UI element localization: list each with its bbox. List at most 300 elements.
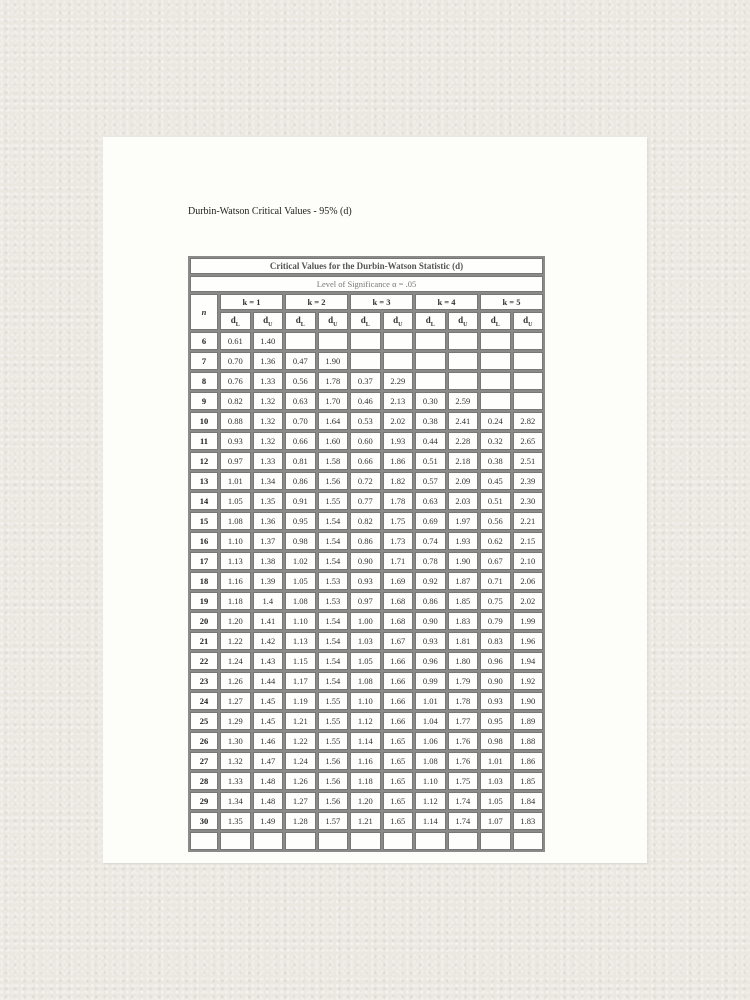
du-value-cell: 2.03 <box>448 492 479 510</box>
empty-cell <box>480 832 511 850</box>
dl-value-cell: 1.02 <box>285 552 316 570</box>
dl-value-cell: 1.08 <box>415 752 446 770</box>
du-value-cell: 1.64 <box>318 412 349 430</box>
dl-value-cell: 1.27 <box>285 792 316 810</box>
table-title: Critical Values for the Durbin-Watson Statistic (d) <box>190 258 543 274</box>
du-value-cell: 1.68 <box>383 592 414 610</box>
du-value-cell: 2.10 <box>513 552 544 570</box>
dl-value-cell: 0.44 <box>415 432 446 450</box>
dl-value-cell: 0.99 <box>415 672 446 690</box>
n-cell: 25 <box>190 712 218 730</box>
du-value-cell: 1.76 <box>448 752 479 770</box>
du-value-cell: 1.55 <box>318 732 349 750</box>
table-row <box>190 652 543 670</box>
dl-value-cell: 0.82 <box>350 512 381 530</box>
du-value-cell: 1.79 <box>448 672 479 690</box>
du-value-cell: 1.65 <box>383 772 414 790</box>
du-value-cell: 1.65 <box>383 812 414 830</box>
dl-value-cell: 0.67 <box>480 552 511 570</box>
du-value-cell: 1.55 <box>318 692 349 710</box>
du-value-cell: 1.84 <box>513 792 544 810</box>
dl-value-cell: 1.22 <box>285 732 316 750</box>
du-value-cell: 1.65 <box>383 732 414 750</box>
dl-value-cell: 1.16 <box>220 572 251 590</box>
du-value-cell: 1.70 <box>318 392 349 410</box>
du-value-cell: 1.33 <box>253 372 284 390</box>
dl-value-cell: 0.92 <box>415 572 446 590</box>
du-value-cell: 1.56 <box>318 772 349 790</box>
du-value-cell: 2.13 <box>383 392 414 410</box>
du-value-cell: 1.54 <box>318 672 349 690</box>
dl-value-cell: 0.93 <box>480 692 511 710</box>
k-header: k = 4 <box>415 294 478 310</box>
table-row <box>190 532 543 550</box>
table-row <box>190 512 543 530</box>
dl-value-cell: 0.75 <box>480 592 511 610</box>
du-value-cell: 2.18 <box>448 452 479 470</box>
du-value-cell <box>513 372 544 390</box>
empty-cell <box>318 832 349 850</box>
dl-value-cell: 0.90 <box>350 552 381 570</box>
du-value-cell: 1.78 <box>448 692 479 710</box>
dl-value-cell: 1.17 <box>285 672 316 690</box>
dl-value-cell: 1.14 <box>350 732 381 750</box>
dl-value-cell: 1.22 <box>220 632 251 650</box>
du-value-cell: 1.66 <box>383 712 414 730</box>
du-value-cell: 1.78 <box>318 372 349 390</box>
empty-cell <box>350 832 381 850</box>
du-value-cell: 1.99 <box>513 612 544 630</box>
dl-value-cell: 0.93 <box>350 572 381 590</box>
du-value-cell: 1.87 <box>448 572 479 590</box>
du-value-cell: 1.45 <box>253 692 284 710</box>
dl-value-cell: 1.19 <box>285 692 316 710</box>
dl-value-cell: 0.56 <box>480 512 511 530</box>
dl-value-cell: 0.32 <box>480 432 511 450</box>
dl-value-cell: 1.24 <box>285 752 316 770</box>
table-row <box>190 552 543 570</box>
art-print-paper <box>103 137 647 863</box>
dl-value-cell: 1.13 <box>285 632 316 650</box>
n-cell: 9 <box>190 392 218 410</box>
du-value-cell: 1.36 <box>253 512 284 530</box>
dl-value-cell: 1.20 <box>350 792 381 810</box>
du-value-cell: 1.53 <box>318 572 349 590</box>
du-value-cell: 1.48 <box>253 792 284 810</box>
dl-value-cell: 0.86 <box>350 532 381 550</box>
dl-value-cell: 0.98 <box>480 732 511 750</box>
dl-value-cell: 0.96 <box>415 652 446 670</box>
dl-value-cell: 1.08 <box>350 672 381 690</box>
sub-header-row <box>190 312 543 330</box>
du-value-cell: 1.88 <box>513 732 544 750</box>
du-value-cell: 1.34 <box>253 472 284 490</box>
du-value-cell: 1.80 <box>448 652 479 670</box>
du-value-cell: 1.73 <box>383 532 414 550</box>
du-value-cell <box>383 352 414 370</box>
dl-value-cell: 0.93 <box>220 432 251 450</box>
du-header: $d_U$ <box>448 312 479 330</box>
k-header: k = 2 <box>285 294 348 310</box>
dl-value-cell: 0.63 <box>415 492 446 510</box>
dl-value-cell: 0.61 <box>220 332 251 350</box>
dl-value-cell: 1.10 <box>350 692 381 710</box>
table-row <box>190 752 543 770</box>
n-cell: 26 <box>190 732 218 750</box>
dl-value-cell: 1.13 <box>220 552 251 570</box>
du-value-cell: 1.93 <box>383 432 414 450</box>
du-value-cell: 1.56 <box>318 752 349 770</box>
table-row <box>190 612 543 630</box>
du-value-cell: 1.56 <box>318 792 349 810</box>
dl-value-cell: 1.00 <box>350 612 381 630</box>
dl-value-cell: 1.27 <box>220 692 251 710</box>
du-value-cell: 1.65 <box>383 752 414 770</box>
du-value-cell <box>513 332 544 350</box>
du-value-cell: 1.42 <box>253 632 284 650</box>
dl-value-cell: 0.38 <box>415 412 446 430</box>
dl-value-cell: 0.46 <box>350 392 381 410</box>
du-value-cell: 1.49 <box>253 812 284 830</box>
table-row <box>190 412 543 430</box>
dl-value-cell: 0.70 <box>285 412 316 430</box>
du-value-cell: 1.71 <box>383 552 414 570</box>
dl-value-cell: 0.53 <box>350 412 381 430</box>
du-value-cell: 1.90 <box>318 352 349 370</box>
du-value-cell: 1.89 <box>513 712 544 730</box>
n-cell: 27 <box>190 752 218 770</box>
empty-cell <box>253 832 284 850</box>
dl-value-cell: 1.12 <box>415 792 446 810</box>
dl-value-cell: 0.97 <box>350 592 381 610</box>
du-value-cell: 1.54 <box>318 512 349 530</box>
table-row <box>190 712 543 730</box>
du-value-cell: 1.97 <box>448 512 479 530</box>
du-value-cell: 1.55 <box>318 492 349 510</box>
k-header: k = 5 <box>480 294 543 310</box>
dl-value-cell: 1.08 <box>285 592 316 610</box>
dl-header: $d_L$ <box>220 312 251 330</box>
du-value-cell: 1.56 <box>318 472 349 490</box>
du-value-cell: 2.28 <box>448 432 479 450</box>
dl-value-cell: 0.38 <box>480 452 511 470</box>
table-row <box>190 372 543 390</box>
dl-value-cell: 1.21 <box>350 812 381 830</box>
dl-value-cell: 1.01 <box>415 692 446 710</box>
n-cell: 23 <box>190 672 218 690</box>
du-value-cell: 1.54 <box>318 532 349 550</box>
dl-value-cell: 0.91 <box>285 492 316 510</box>
dl-value-cell: 0.90 <box>480 672 511 690</box>
dl-value-cell: 0.82 <box>220 392 251 410</box>
dl-value-cell: 1.07 <box>480 812 511 830</box>
n-cell: 13 <box>190 472 218 490</box>
du-value-cell: 1.44 <box>253 672 284 690</box>
du-value-cell <box>448 332 479 350</box>
n-cell: 11 <box>190 432 218 450</box>
du-value-cell: 1.90 <box>513 692 544 710</box>
du-value-cell: 1.54 <box>318 652 349 670</box>
table-row <box>190 432 543 450</box>
dl-value-cell: 1.01 <box>220 472 251 490</box>
du-value-cell: 1.40 <box>253 332 284 350</box>
du-value-cell: 1.66 <box>383 692 414 710</box>
empty-cell <box>220 832 251 850</box>
dl-value-cell: 0.86 <box>415 592 446 610</box>
dl-value-cell: 0.24 <box>480 412 511 430</box>
table-row <box>190 392 543 410</box>
dl-value-cell: 0.78 <box>415 552 446 570</box>
empty-cell <box>415 832 446 850</box>
n-cell: 12 <box>190 452 218 470</box>
empty-cell <box>448 832 479 850</box>
n-cell: 16 <box>190 532 218 550</box>
dl-value-cell: 1.05 <box>350 652 381 670</box>
du-value-cell: 1.75 <box>383 512 414 530</box>
du-value-cell: 1.38 <box>253 552 284 570</box>
du-value-cell <box>448 352 479 370</box>
empty-cell <box>285 832 316 850</box>
dl-value-cell: 0.83 <box>480 632 511 650</box>
dl-value-cell: 0.95 <box>480 712 511 730</box>
du-value-cell: 1.60 <box>318 432 349 450</box>
table-row <box>190 492 543 510</box>
dl-value-cell <box>480 392 511 410</box>
du-value-cell <box>383 332 414 350</box>
n-cell: 17 <box>190 552 218 570</box>
du-value-cell: 1.93 <box>448 532 479 550</box>
n-cell: 21 <box>190 632 218 650</box>
n-cell: 6 <box>190 332 218 350</box>
du-value-cell: 1.53 <box>318 592 349 610</box>
dl-value-cell: 1.29 <box>220 712 251 730</box>
du-value-cell: 1.54 <box>318 612 349 630</box>
du-value-cell <box>513 392 544 410</box>
du-header: $d_U$ <box>253 312 284 330</box>
dl-value-cell: 0.86 <box>285 472 316 490</box>
table-row <box>190 472 543 490</box>
du-value-cell: 1.54 <box>318 632 349 650</box>
du-value-cell: 1.69 <box>383 572 414 590</box>
dl-value-cell: 1.12 <box>350 712 381 730</box>
dl-value-cell: 0.51 <box>480 492 511 510</box>
dl-value-cell: 1.32 <box>220 752 251 770</box>
du-value-cell: 1.35 <box>253 492 284 510</box>
significance-level: Level of Significance α = .05 <box>190 276 543 292</box>
n-cell: 15 <box>190 512 218 530</box>
empty-cell <box>383 832 414 850</box>
dl-value-cell: 0.77 <box>350 492 381 510</box>
dl-header: $d_L$ <box>285 312 316 330</box>
empty-cell <box>190 832 218 850</box>
dl-value-cell <box>480 372 511 390</box>
du-value-cell: 1.4 <box>253 592 284 610</box>
dl-value-cell: 1.01 <box>480 752 511 770</box>
dl-value-cell: 1.05 <box>480 792 511 810</box>
du-value-cell: 1.33 <box>253 452 284 470</box>
du-value-cell: 1.85 <box>448 592 479 610</box>
dl-header: $d_L$ <box>480 312 511 330</box>
dl-value-cell: 0.47 <box>285 352 316 370</box>
du-value-cell: 1.67 <box>383 632 414 650</box>
du-value-cell: 1.86 <box>383 452 414 470</box>
du-value-cell: 1.48 <box>253 772 284 790</box>
du-value-cell: 1.41 <box>253 612 284 630</box>
dl-value-cell <box>415 372 446 390</box>
n-cell: 30 <box>190 812 218 830</box>
dl-value-cell: 0.66 <box>285 432 316 450</box>
n-cell: 8 <box>190 372 218 390</box>
n-header: n <box>190 294 218 330</box>
table-row <box>190 672 543 690</box>
document-title: Durbin-Watson Critical Values - 95% (d) <box>188 206 352 217</box>
dl-value-cell: 0.88 <box>220 412 251 430</box>
du-value-cell: 1.82 <box>383 472 414 490</box>
dl-value-cell: 1.16 <box>350 752 381 770</box>
du-header: $d_U$ <box>513 312 544 330</box>
dl-value-cell: 1.03 <box>480 772 511 790</box>
dl-value-cell: 0.56 <box>285 372 316 390</box>
du-value-cell: 1.94 <box>513 652 544 670</box>
table-row-partial <box>190 832 543 850</box>
dl-value-cell: 0.71 <box>480 572 511 590</box>
dl-value-cell: 1.26 <box>220 672 251 690</box>
dl-value-cell: 0.63 <box>285 392 316 410</box>
dl-value-cell: 1.30 <box>220 732 251 750</box>
dl-value-cell: 1.10 <box>415 772 446 790</box>
du-value-cell: 1.66 <box>383 672 414 690</box>
du-value-cell: 1.39 <box>253 572 284 590</box>
table-container <box>188 256 545 826</box>
n-cell: 28 <box>190 772 218 790</box>
n-cell: 7 <box>190 352 218 370</box>
du-value-cell: 2.30 <box>513 492 544 510</box>
dl-value-cell: 1.24 <box>220 652 251 670</box>
dl-value-cell: 1.08 <box>220 512 251 530</box>
du-value-cell: 1.75 <box>448 772 479 790</box>
dl-value-cell: 1.10 <box>220 532 251 550</box>
dl-value-cell: 1.10 <box>285 612 316 630</box>
du-value-cell: 1.90 <box>448 552 479 570</box>
du-value-cell: 1.47 <box>253 752 284 770</box>
du-value-cell: 1.86 <box>513 752 544 770</box>
du-value-cell: 1.74 <box>448 812 479 830</box>
durbin-watson-table <box>188 256 545 852</box>
dl-value-cell: 0.69 <box>415 512 446 530</box>
n-cell: 24 <box>190 692 218 710</box>
dl-value-cell: 0.60 <box>350 432 381 450</box>
du-value-cell: 2.59 <box>448 392 479 410</box>
dl-value-cell: 0.70 <box>220 352 251 370</box>
dl-value-cell: 1.18 <box>350 772 381 790</box>
du-value-cell: 2.65 <box>513 432 544 450</box>
du-value-cell <box>448 372 479 390</box>
dl-value-cell: 0.37 <box>350 372 381 390</box>
dl-value-cell: 0.62 <box>480 532 511 550</box>
du-value-cell: 2.06 <box>513 572 544 590</box>
dl-value-cell: 0.45 <box>480 472 511 490</box>
du-value-cell: 1.57 <box>318 812 349 830</box>
dl-value-cell: 0.97 <box>220 452 251 470</box>
du-value-cell: 1.58 <box>318 452 349 470</box>
du-header: $d_U$ <box>383 312 414 330</box>
dl-value-cell: 1.05 <box>220 492 251 510</box>
table-row <box>190 452 543 470</box>
n-cell: 19 <box>190 592 218 610</box>
table-row <box>190 692 543 710</box>
du-value-cell: 1.54 <box>318 552 349 570</box>
n-cell: 18 <box>190 572 218 590</box>
dl-value-cell: 0.93 <box>415 632 446 650</box>
table-row <box>190 632 543 650</box>
du-value-cell: 1.65 <box>383 792 414 810</box>
du-value-cell <box>513 352 544 370</box>
dl-value-cell: 1.04 <box>415 712 446 730</box>
du-value-cell: 2.29 <box>383 372 414 390</box>
table-row <box>190 572 543 590</box>
dl-value-cell: 1.14 <box>415 812 446 830</box>
du-value-cell: 2.51 <box>513 452 544 470</box>
dl-value-cell <box>480 332 511 350</box>
du-value-cell: 1.85 <box>513 772 544 790</box>
dl-value-cell: 0.79 <box>480 612 511 630</box>
du-value-cell: 1.32 <box>253 392 284 410</box>
du-value-cell: 1.74 <box>448 792 479 810</box>
table-row <box>190 772 543 790</box>
dl-value-cell: 1.34 <box>220 792 251 810</box>
dl-value-cell <box>415 332 446 350</box>
dl-value-cell: 0.30 <box>415 392 446 410</box>
du-value-cell: 1.77 <box>448 712 479 730</box>
du-value-cell: 1.32 <box>253 432 284 450</box>
dl-value-cell: 0.96 <box>480 652 511 670</box>
du-value-cell: 1.81 <box>448 632 479 650</box>
du-value-cell: 2.02 <box>513 592 544 610</box>
du-value-cell: 2.15 <box>513 532 544 550</box>
du-value-cell: 1.43 <box>253 652 284 670</box>
dl-value-cell: 1.35 <box>220 812 251 830</box>
dl-value-cell: 1.15 <box>285 652 316 670</box>
dl-value-cell: 0.98 <box>285 532 316 550</box>
table-row <box>190 732 543 750</box>
dl-value-cell <box>350 352 381 370</box>
du-value-cell: 1.45 <box>253 712 284 730</box>
dl-value-cell: 0.76 <box>220 372 251 390</box>
du-value-cell: 2.09 <box>448 472 479 490</box>
du-value-cell: 1.83 <box>448 612 479 630</box>
n-cell: 10 <box>190 412 218 430</box>
table-row <box>190 352 543 370</box>
du-value-cell: 1.37 <box>253 532 284 550</box>
dl-value-cell: 0.66 <box>350 452 381 470</box>
du-value-cell: 1.92 <box>513 672 544 690</box>
du-value-cell: 2.41 <box>448 412 479 430</box>
table-body <box>190 332 543 850</box>
dl-value-cell: 1.26 <box>285 772 316 790</box>
du-value-cell: 2.82 <box>513 412 544 430</box>
dl-value-cell: 0.72 <box>350 472 381 490</box>
du-value-cell: 1.68 <box>383 612 414 630</box>
dl-value-cell: 1.03 <box>350 632 381 650</box>
table-row <box>190 812 543 830</box>
dl-value-cell: 0.81 <box>285 452 316 470</box>
du-value-cell: 2.21 <box>513 512 544 530</box>
dl-value-cell: 1.33 <box>220 772 251 790</box>
du-value-cell: 1.36 <box>253 352 284 370</box>
dl-value-cell: 0.51 <box>415 452 446 470</box>
n-cell: 14 <box>190 492 218 510</box>
du-value-cell <box>318 332 349 350</box>
